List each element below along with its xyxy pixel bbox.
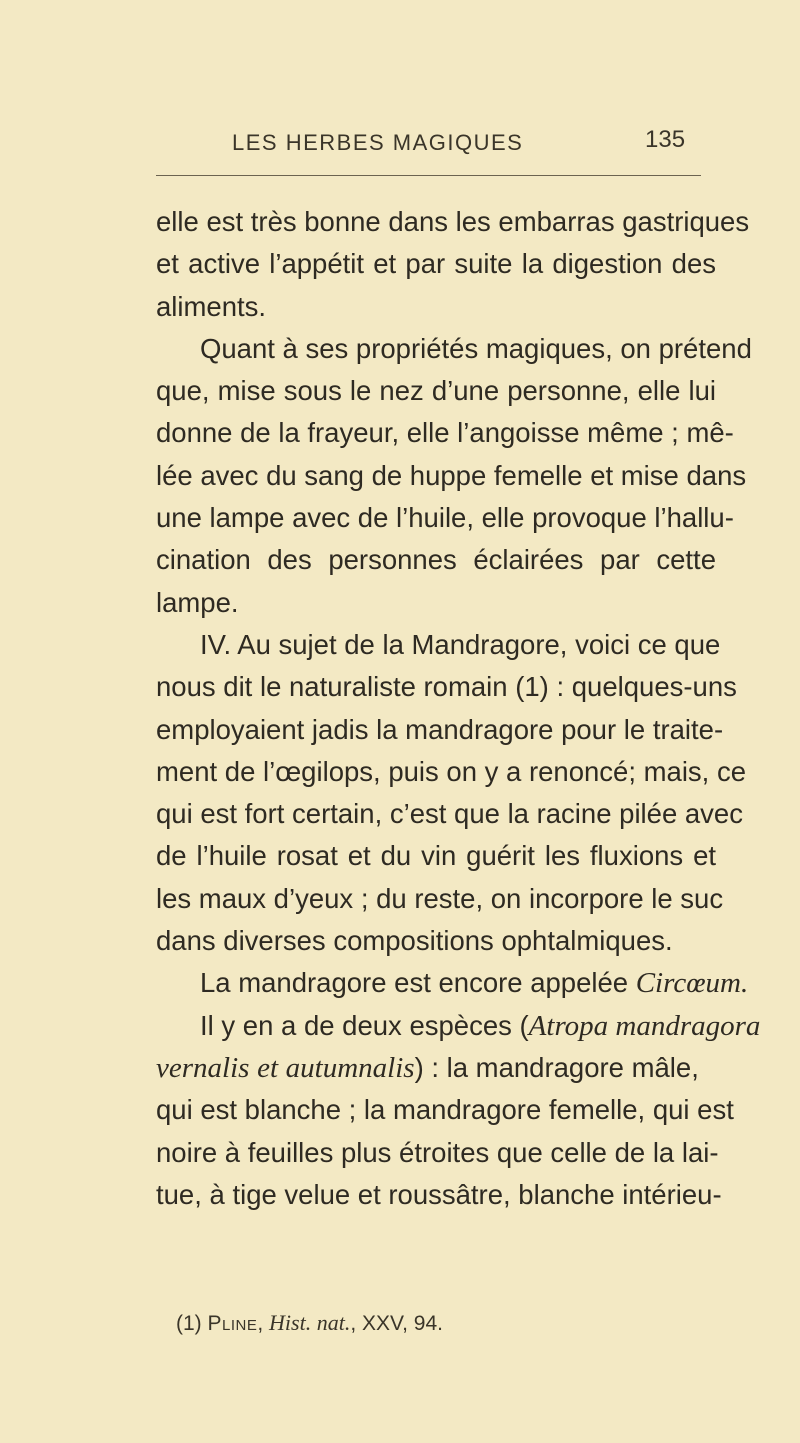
footnote-author: Pline (207, 1312, 258, 1335)
text-line (156, 962, 749, 1004)
text-line: dans diverses compositions ophtalmiques. (156, 925, 673, 957)
text-line: une lampe avec de l’huile, elle provoque l’hallu- (156, 502, 734, 534)
latin-term: autumnalis (285, 1051, 415, 1084)
latin-term: et (257, 1051, 279, 1084)
text-line: qui est blanche ; la mandragore femelle, qui est (156, 1094, 734, 1126)
text-line: les maux d’yeux ; du reste, on incorpore le suc (156, 882, 724, 914)
text-line: noire à feuilles plus étroites que celle de la lai- (156, 1136, 719, 1168)
text-line: ment de l’œgilops, puis on y a renoncé; mais, ce (156, 755, 747, 787)
text-run: ) : la mandragore mâle, (414, 1051, 699, 1083)
latin-term: Atropa mandragora (528, 1009, 761, 1042)
footnote-marker: (1) (176, 1312, 202, 1335)
text-line: elle est très bonne dans les embarras gastriques (156, 206, 750, 237)
page-number: 135 (645, 126, 686, 153)
text-line: et active l’appétit et par suite la digestion des (156, 248, 716, 280)
text-line (156, 1047, 716, 1089)
body-text (156, 201, 761, 1216)
text-line: de l’huile rosat et du vin guérit les fluxions et (156, 840, 716, 872)
text-line: Quant à ses propriétés magiques, on prétend (200, 332, 752, 364)
text-line: aliments. (156, 290, 267, 322)
latin-term: vernalis (156, 1051, 250, 1084)
text-line: que, mise sous le nez d’une personne, elle lui (156, 375, 716, 407)
text-line (156, 1005, 761, 1047)
text-run: La mandragore est encore appelée (200, 967, 629, 999)
text-line: donne de la frayeur, elle l’angoisse même ; mê- (156, 417, 734, 449)
text-run: Il y en a de deux espèces ( (200, 1009, 529, 1041)
footnote (176, 1310, 443, 1336)
footnote-work: Hist. nat. (269, 1310, 351, 1335)
header-rule (156, 175, 701, 176)
text-line: nous dit le naturaliste romain (1) : quelques-uns (156, 671, 737, 703)
latin-term: Circœum. (635, 967, 749, 1000)
text-line: cination des personnes éclairées par cette (156, 544, 716, 576)
text-line: IV. Au sujet de la Mandragore, voici ce que (200, 628, 721, 660)
text-line: lée avec du sang de huppe femelle et mise dans (156, 459, 747, 491)
footnote-separator: , (257, 1312, 270, 1335)
text-line: tue, à tige velue et roussâtre, blanche intérieu- (156, 1178, 722, 1210)
footnote-reference: , XXV, 94. (350, 1312, 443, 1335)
text-line: employaient jadis la mandragore pour le traite- (156, 713, 724, 745)
text-line: lampe. (156, 586, 239, 618)
text-line: qui est fort certain, c’est que la racine pilée avec (156, 798, 743, 830)
running-title: LES HERBES MAGIQUES (232, 130, 524, 155)
